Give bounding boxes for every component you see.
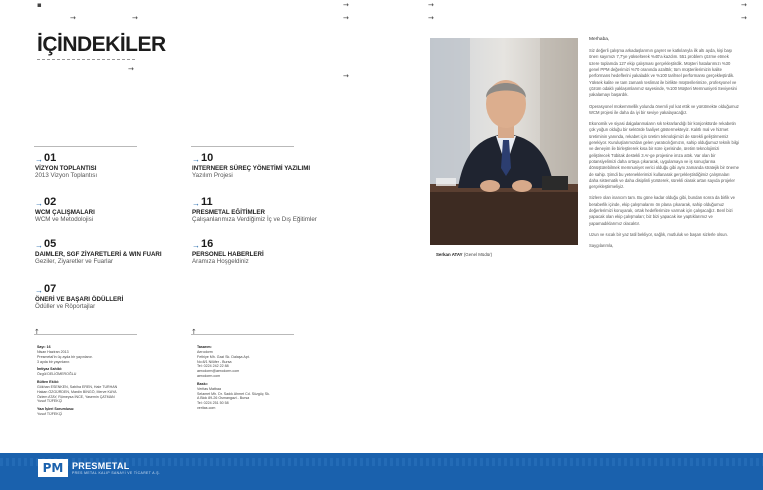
imprint-label: Sayı: 16 [37,345,51,349]
imprint-line: No:8/1 Nilüfer - Bursa [197,359,232,364]
toc-item-oneri[interactable] [35,283,175,312]
page-title: İÇİNDEKİLER [37,33,166,56]
imprint-left [37,345,177,420]
presmetal-logo [38,459,160,477]
toc-heading: DAIMLER, SGF ZİYARETLERİ & WIN FUARI [35,251,162,258]
toc-subheading: Yazılım Projesi [192,172,233,180]
toc-heading: WCM ÇALIŞMALARI [35,209,95,216]
toc-subheading: Geziler, Ziyaretler ve Fuarlar [35,258,114,266]
crop-mark: ↑ [34,328,40,336]
toc-number: 07 [44,283,57,295]
letter-greeting: Merhaba, [589,37,610,42]
executive-photo [430,38,578,245]
crop-mark: → [343,14,349,22]
imprint-label: Tasarım: [197,345,212,349]
toc-subheading: 2013 Vizyon Toplantısı [35,172,98,180]
crop-mark: ↑ [191,328,197,336]
arrow-icon: → [35,241,43,250]
toc-heading: PRESMETAL EĞİTİMLER [192,209,265,216]
imprint-line: Özlem ATAY, Rümeysa İNCE, Yasemin ÇATMAN [37,394,115,399]
imprint-divider [191,334,294,335]
arrow-icon: → [192,155,200,164]
toc-heading: ÖNERİ VE BAŞARI ÖDÜLLERİ [35,296,124,303]
letter-signoff: Saygılarımla, [589,243,614,249]
crop-mark: → [70,14,76,22]
photo-caption [436,252,492,257]
arrow-icon: → [35,155,43,164]
crop-mark: → [132,14,138,22]
imprint-line: aerodorm.com [197,374,221,379]
imprint-label: İmtiyaz Sahibi: [37,367,63,372]
imprint-line: Özgül DELİÖMEROĞLU [37,372,77,377]
imprint-label: Yazı İşleri Sorumlusu: [37,407,75,412]
arrow-icon: → [35,199,43,208]
crop-mark: → [128,65,134,73]
arrow-icon: → [35,286,43,295]
toc-item-daimler[interactable] [35,238,185,267]
arrow-icon: → [192,241,200,250]
letter-paragraph: Siz değerli çalışma arkadaşlarımın gayret ve katkılarıyla ilk altı ayda, kişi başı önerı sayımızı 7,7'ye yükselterek %40'a kazdım. 551 problem çözme etmek üzere toplamda 127 ekip çalışması gerçekleştirdik. Müşteri hatalarımızı %30 genel PPM değerimizi %70 oranında azalttık; tüm müşterilerimizin kalite performans hedeflerini yakaladık ve %100 tarihsel performansı gerçekleştirdik. Yüksek kalite ve tam zamanlı teslimat ile birlikte müşterilerimize, profesyonel ve çözüm odaklı yaklaşımlarımız sayesinde, %100 Müşteri Memnuniyeti Seviyesini yakalamayı başardık. [589,48,737,98]
toc-item-wcm[interactable] [35,196,175,225]
imprint-line: Hakan ÖZGÜRDEN, Mardin BİNGÖ, Merve KAYA [37,389,117,394]
toc-heading: VİZYON TOPLANTISI [35,165,97,172]
arrow-icon: → [192,199,200,208]
toc-number: 02 [44,196,57,208]
toc-subheading: Çalışanlarımıza Verdiğimiz İç ve Dış Eğitimler [192,216,317,224]
toc-item-interneer[interactable] [192,152,342,181]
imprint-line: aerodorm@aerodorm.com [197,369,240,374]
toc-number: 01 [44,152,57,164]
toc-heading: INTERNEER SÜREÇ YÖNETİMİ YAZILIMI [192,165,311,172]
letter-paragraph: Uzun ve sıcak bir yaz tatil bekliyor, sağlık, mutluluk ve başarı sizlerle olsun. [589,231,728,237]
toc-item-vizyon[interactable] [35,152,175,181]
toc-number: 16 [201,238,214,250]
toc-number: 11 [201,196,213,208]
logo-tagline: PRES METAL KALIP SANAYİ VE TİCARET A.Ş. [72,471,161,475]
imprint-label: Bülten Ekibi: [37,380,59,385]
imprint-line: Gökhan ESENKEN, Sabiha EREN, Hale TURHAN [37,384,118,389]
crop-mark: ▪ [37,1,42,9]
toc-item-egitimler[interactable] [192,196,332,225]
letter-paragraph: Sizlere olan inancım tam. Bu güne kadar olduğu gibi, bundan sonra da birlik ve beraberlik içinde, ekip çalışmalarını ön plana çıkararak, sahip olduğumuz değerlerimizi koruyarak, ortak hedeflerimize varmak için çalışacağız. Benl bizi yapacak olan ekip çalışmaları; biz bizi yapacak ise yaptıklarımız ve yapamadıklarımız olacaktır. [589,195,735,226]
executive-photo-illustration [430,38,578,245]
crop-mark: → [741,14,747,22]
imprint-line: 3 ayda bir yayınlanır. [37,359,71,364]
toc-subheading: Ödüller ve Röportajlar [35,303,96,311]
imprint-divider [34,334,137,335]
imprint-line: Presmetal'in üç ayda bir yayınlanır. [37,354,93,359]
toc-heading: PERSONEL HABERLERİ [192,251,264,258]
crop-mark: → [428,14,434,22]
crop-mark: → [343,72,349,80]
ceo-letter [589,36,740,255]
imprint-line: A Blok 89-26 Osmangazi - Bursa [197,396,250,401]
toc-divider [191,146,294,147]
letter-paragraph: Ekonomik ve siyasi dalgalanmaların sık tekrarlandığı bir konjonktürde rekabetin çok yoğun olduğu bir sektörde faaliyet göstermekteyiz. Kalıtlı mal ve hizmet üretiminin yanında, rekabet için üretim teknolojimizi de sürekli geliştirmemiz gerekiyor. Kuruluşlarımızdan gelen yaratıcılığımızın, sahip olduğumuz teknik bilgi ve deneyim ile birleştirerek kısa bir süre içerisinde, üretim teknolojimizi geliştirecek Tübitak destekli 3 Ar-ge projesine imza attık. Var olan bir potansiyelimizi daha ortaya çıkararak, uygulamaya ve iş sonuçlarına dönüştürebilmek memnuniyet verici olduğu gibi aynı zamanda stratejik bir öneme de sahip. Şimdi bu yeteneklerimizi kullanarak gerçekleştirdiğimiz çalışmaları daha sistematik ve daha disiplinli yürüterek, sürekli olarak artan sayıda projeler gerçekleştirmeliyiz. [589,121,739,190]
imprint-line: Tel: 0224 242 22 88 [197,364,229,369]
caption-name: Serkan ATAY [436,252,463,257]
imprint-right [197,345,317,414]
imprint-line: Aerodorm [197,349,213,354]
toc-number: 05 [44,238,57,250]
imprint-line: Selamet Mh. Dr. Sadık Ahmet Cd. Süzgüç Sk. [197,391,270,396]
imprint-line: Tel: 0224 251 50 58 [197,401,229,406]
toc-subheading: Aramıza Hoşgeldiniz [192,258,249,266]
crop-mark: → [428,1,434,9]
imprint-line: Nisan Haziran 2013 [37,349,69,354]
logo-brand: PRESMETAL [72,461,130,471]
imprint-line: veritas.com [197,406,216,411]
letter-paragraph: Operasyonel mükemmellik yolunda önemli yol kat ettik ve yürütmekte olduğumuz WCM projesi ile daha da iyi bir seviye yakalayacağız. [589,103,739,115]
crop-mark: → [741,1,747,9]
toc-subheading: WCM ve Metodolojisi [35,216,94,224]
toc-divider [34,146,137,147]
toc-number: 10 [201,152,214,164]
imprint-line: Yusuf TÜFEKÇİ [37,412,63,417]
imprint-line: Fethiye Mh. Gazi Sk. Dalaşa Apt. [197,354,250,359]
imprint-label: Baskı: [197,381,208,386]
logo-mark: PM [38,459,68,477]
crop-mark: → [343,1,349,9]
imprint-line: Yusuf TÜFEKÇİ [37,399,63,404]
toc-item-personel[interactable] [192,238,332,267]
caption-role: (Genel Müdür) [463,252,493,257]
title-rule [37,59,135,60]
imprint-line: Veritas Matbaa [197,386,221,391]
